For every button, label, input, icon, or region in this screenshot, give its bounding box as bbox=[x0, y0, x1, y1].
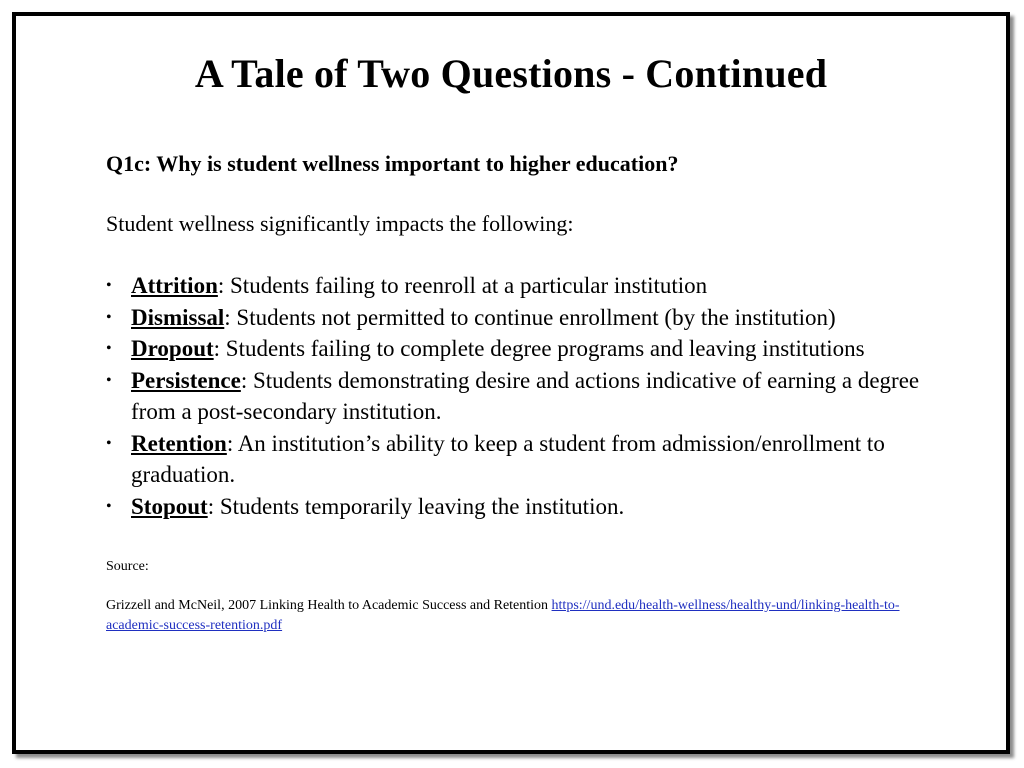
term-definition: : An institution’s ability to keep a student from admission/enrollment to graduation. bbox=[131, 430, 885, 487]
slide-content bbox=[106, 148, 936, 636]
term-definition: : Students not permitted to continue enrollment (by the institution) bbox=[224, 304, 836, 330]
term-definition: : Students failing to reenroll at a particular institution bbox=[217, 273, 708, 298]
question-heading: Q1c: Why is student wellness important to higher education? bbox=[106, 151, 679, 176]
term-persistence: Persistence bbox=[131, 367, 241, 393]
citation bbox=[106, 596, 936, 636]
intro-text: Student wellness significantly impacts the following: bbox=[106, 211, 574, 236]
bullet-icon: • bbox=[106, 340, 112, 357]
citation-text: Grizzell and McNeil, 2007 Linking Health to Academic Success and Retention bbox=[106, 598, 552, 613]
bullet-icon: • bbox=[106, 308, 112, 326]
list-item bbox=[106, 302, 936, 334]
list-item bbox=[106, 491, 936, 523]
list-item bbox=[106, 270, 936, 302]
bullet-icon: • bbox=[106, 277, 112, 294]
term-dismissal: Dismissal bbox=[131, 304, 225, 330]
list-item bbox=[106, 428, 936, 491]
term-attrition: Attrition bbox=[131, 273, 218, 298]
term-retention: Retention bbox=[131, 430, 227, 456]
term-definition: : Students demonstrating desire and actions indicative of earning a degree from a post-secondary institution. bbox=[131, 367, 920, 424]
terms-list bbox=[106, 270, 936, 522]
bullet-icon: • bbox=[106, 434, 112, 452]
citation-link[interactable]: https://und.edu/health-wellness/healthy-und/linking-health-to-academic-success-retention.pdf bbox=[106, 598, 900, 633]
term-definition: : Students failing to complete degree programs and leaving institutions bbox=[213, 336, 865, 361]
list-item bbox=[106, 333, 936, 365]
source-label: Source: bbox=[106, 559, 149, 574]
term-definition: : Students temporarily leaving the institution. bbox=[207, 493, 625, 519]
slide-title: A Tale of Two Questions - Continued bbox=[194, 51, 828, 96]
list-item bbox=[106, 365, 936, 428]
slide bbox=[12, 12, 1010, 754]
term-dropout: Dropout bbox=[131, 336, 214, 361]
bullet-icon: • bbox=[106, 371, 112, 389]
bullet-icon: • bbox=[106, 497, 112, 515]
term-stopout: Stopout bbox=[131, 493, 208, 519]
